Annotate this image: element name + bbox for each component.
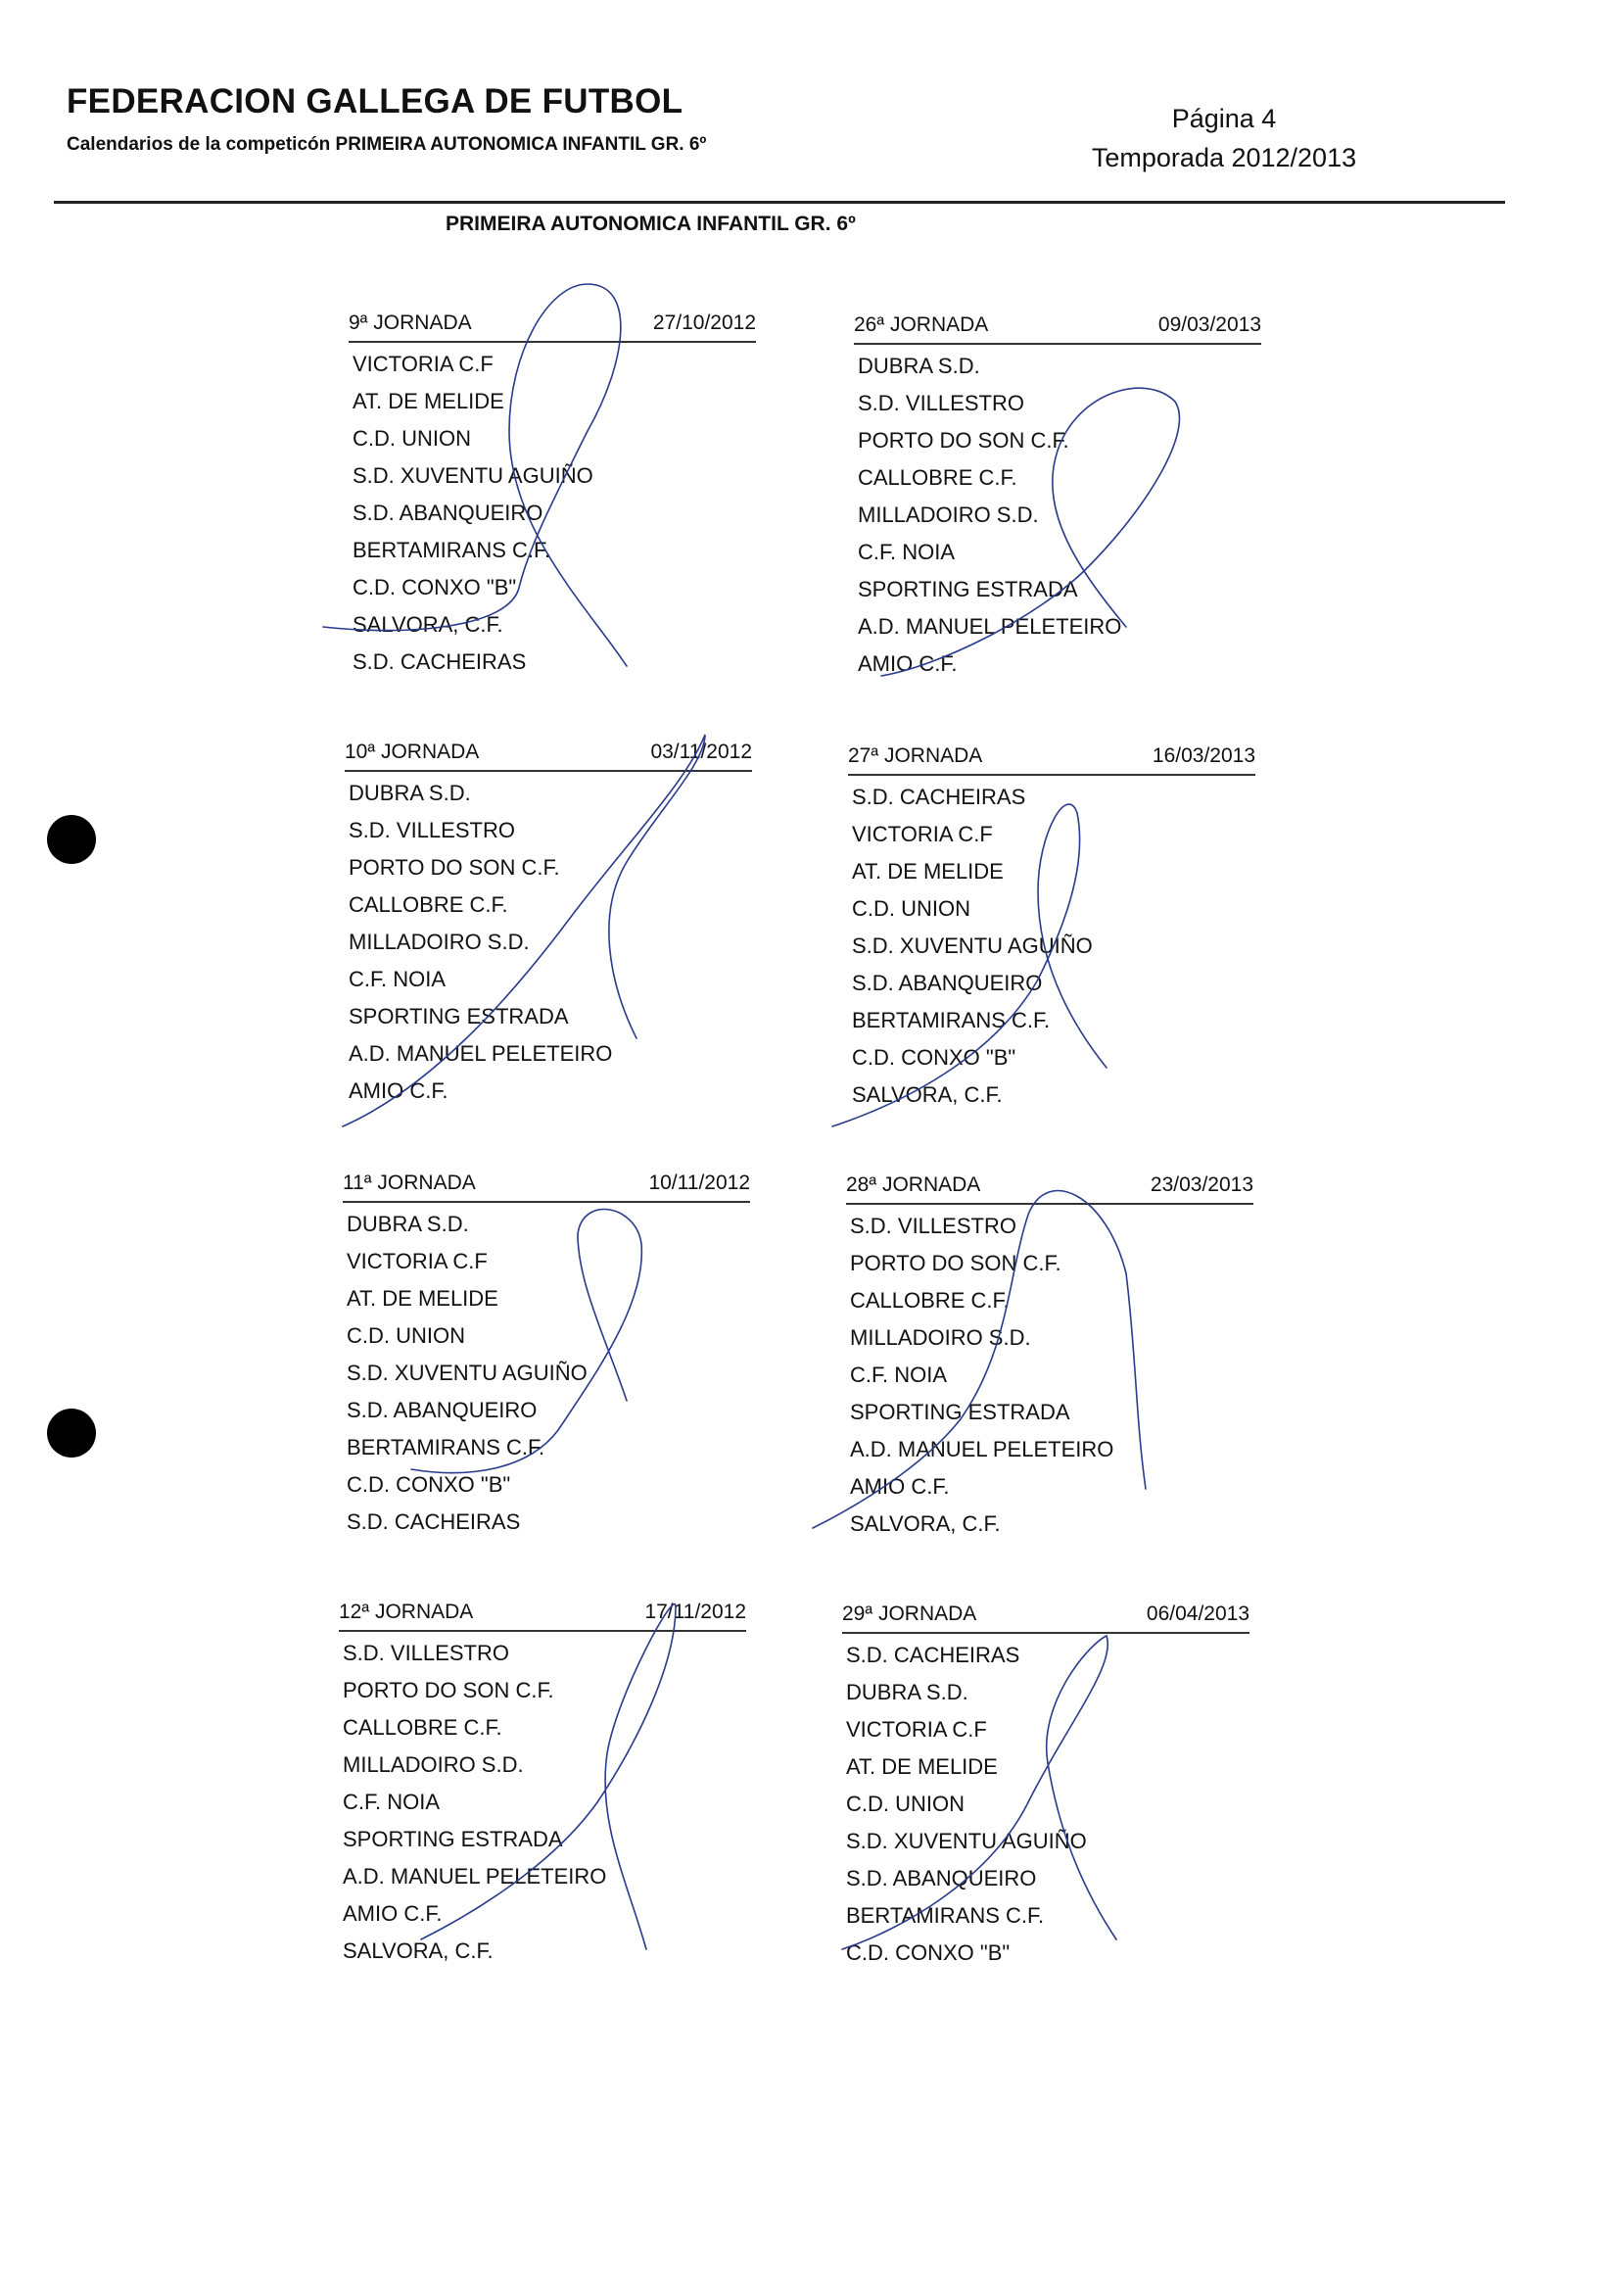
- team-item: C.D. CONXO "B": [353, 575, 517, 599]
- team-item: MILLADOIRO S.D.: [850, 1325, 1031, 1350]
- team-item: A.D. MANUEL PELETEIRO: [850, 1437, 1114, 1461]
- jornada-date: 17/11/2012: [644, 1601, 746, 1623]
- jornada-date: 06/04/2013: [1146, 1602, 1249, 1625]
- jornada-date: 23/03/2013: [1150, 1173, 1253, 1196]
- team-item: S.D. CACHEIRAS: [347, 1509, 521, 1534]
- punch-hole-top: [47, 815, 96, 864]
- team-item: SPORTING ESTRADA: [343, 1827, 563, 1851]
- team-item: A.D. MANUEL PELETEIRO: [343, 1864, 607, 1889]
- jornada-label: 29ª JORNADA: [842, 1602, 977, 1625]
- team-item: C.D. UNION: [353, 426, 471, 451]
- punch-hole-bottom: [47, 1409, 96, 1458]
- jornada-label: 26ª JORNADA: [854, 313, 989, 336]
- jornada-divider: [339, 1630, 746, 1632]
- team-item: CALLOBRE C.F.: [349, 892, 508, 917]
- team-item: S.D. XUVENTU AGUIÑO: [846, 1829, 1087, 1853]
- team-item: S.D. VILLESTRO: [850, 1214, 1016, 1238]
- team-item: S.D. CACHEIRAS: [846, 1643, 1020, 1667]
- team-item: AMIO C.F.: [850, 1474, 950, 1499]
- team-item: C.F. NOIA: [858, 540, 956, 564]
- competition-title: PRIMEIRA AUTONOMICA INFANTIL GR. 6º: [446, 213, 856, 235]
- jornada-divider: [842, 1632, 1249, 1634]
- team-list: [848, 774, 1255, 1114]
- jornada-divider: [343, 1201, 750, 1203]
- team-item: S.D. ABANQUEIRO: [347, 1398, 538, 1422]
- jornada-label: 28ª JORNADA: [846, 1173, 981, 1196]
- team-item: AT. DE MELIDE: [852, 859, 1004, 884]
- jornada-block: [343, 1172, 750, 1541]
- team-item: PORTO DO SON C.F.: [858, 428, 1069, 453]
- jornada-label: 11ª JORNADA: [343, 1172, 476, 1194]
- jornada-block: [345, 741, 752, 1110]
- jornada-block: [854, 313, 1261, 683]
- team-item: DUBRA S.D.: [846, 1680, 968, 1704]
- team-item: AT. DE MELIDE: [347, 1286, 498, 1311]
- jornada-block: [848, 744, 1255, 1114]
- team-list: [345, 770, 752, 1110]
- jornada-block: [339, 1601, 746, 1970]
- calendar-subtitle: Calendarios de la competicón PRIMEIRA AUTONOMICA INFANTIL GR. 6º: [67, 134, 707, 155]
- team-item: BERTAMIRANS C.F.: [347, 1435, 545, 1459]
- team-item: CALLOBRE C.F.: [850, 1288, 1010, 1313]
- team-item: AMIO C.F.: [343, 1901, 443, 1926]
- team-item: SALVORA, C.F.: [353, 612, 503, 637]
- jornada-divider: [345, 770, 752, 772]
- team-item: S.D. ABANQUEIRO: [353, 501, 543, 525]
- jornada-date: 10/11/2012: [648, 1172, 750, 1194]
- team-item: C.F. NOIA: [850, 1363, 948, 1387]
- team-item: S.D. VILLESTRO: [858, 391, 1024, 415]
- page-number: Página 4: [1171, 104, 1277, 133]
- team-list: [846, 1203, 1253, 1543]
- team-item: BERTAMIRANS C.F.: [846, 1903, 1045, 1928]
- team-item: C.F. NOIA: [343, 1790, 441, 1814]
- jornada-label: 27ª JORNADA: [848, 744, 983, 767]
- team-item: SPORTING ESTRADA: [850, 1400, 1070, 1424]
- team-item: C.D. UNION: [852, 896, 970, 921]
- team-item: DUBRA S.D.: [349, 781, 471, 805]
- team-item: S.D. ABANQUEIRO: [852, 971, 1043, 995]
- jornada-block: [842, 1602, 1249, 1972]
- jornada-label: 9ª JORNADA: [349, 311, 472, 334]
- jornada-label: 10ª JORNADA: [345, 741, 480, 763]
- team-item: AT. DE MELIDE: [353, 389, 504, 413]
- jornada-divider: [848, 774, 1255, 776]
- team-item: PORTO DO SON C.F.: [850, 1251, 1061, 1275]
- team-list: [343, 1201, 750, 1541]
- team-item: C.D. UNION: [846, 1792, 965, 1816]
- team-item: MILLADOIRO S.D.: [343, 1752, 524, 1777]
- federation-title: FEDERACION GALLEGA DE FUTBOL: [67, 82, 683, 120]
- team-item: SALVORA, C.F.: [850, 1511, 1001, 1536]
- team-list: [349, 341, 756, 681]
- team-item: A.D. MANUEL PELETEIRO: [349, 1041, 613, 1066]
- jornada-date: 27/10/2012: [652, 311, 756, 334]
- header-divider: [54, 201, 1505, 204]
- jornada-block: [846, 1173, 1253, 1543]
- team-item: MILLADOIRO S.D.: [858, 502, 1039, 527]
- jornada-block: [349, 311, 756, 681]
- team-item: DUBRA S.D.: [858, 354, 980, 378]
- team-item: PORTO DO SON C.F.: [343, 1678, 554, 1702]
- season-label: Temporada 2012/2013: [1091, 143, 1357, 172]
- team-item: C.F. NOIA: [349, 967, 447, 991]
- jornada-divider: [846, 1203, 1253, 1205]
- team-item: AMIO C.F.: [858, 651, 958, 676]
- team-item: S.D. XUVENTU AGUIÑO: [347, 1361, 588, 1385]
- team-list: [842, 1632, 1249, 1972]
- team-item: A.D. MANUEL PELETEIRO: [858, 614, 1122, 639]
- team-item: S.D. XUVENTU AGUIÑO: [353, 463, 593, 488]
- team-item: VICTORIA C.F: [852, 822, 993, 846]
- team-item: S.D. CACHEIRAS: [353, 649, 527, 674]
- team-item: SPORTING ESTRADA: [349, 1004, 569, 1028]
- team-item: CALLOBRE C.F.: [343, 1715, 502, 1740]
- team-item: VICTORIA C.F: [347, 1249, 488, 1273]
- team-item: S.D. VILLESTRO: [349, 818, 515, 842]
- team-item: VICTORIA C.F: [846, 1717, 987, 1742]
- jornada-divider: [349, 341, 756, 343]
- team-item: AMIO C.F.: [349, 1078, 448, 1103]
- jornada-date: 16/03/2013: [1152, 744, 1255, 767]
- team-item: C.D. CONXO "B": [852, 1045, 1016, 1070]
- team-item: CALLOBRE C.F.: [858, 465, 1017, 490]
- jornada-label: 12ª JORNADA: [339, 1601, 474, 1623]
- team-item: MILLADOIRO S.D.: [349, 930, 530, 954]
- team-item: S.D. VILLESTRO: [343, 1641, 509, 1665]
- jornada-date: 03/11/2012: [650, 741, 752, 763]
- team-item: S.D. CACHEIRAS: [852, 785, 1026, 809]
- team-item: SALVORA, C.F.: [343, 1938, 494, 1963]
- team-item: SPORTING ESTRADA: [858, 577, 1078, 601]
- team-item: SALVORA, C.F.: [852, 1082, 1003, 1107]
- jornada-divider: [854, 343, 1261, 345]
- team-item: C.D. UNION: [347, 1323, 465, 1348]
- team-item: C.D. CONXO "B": [846, 1940, 1011, 1965]
- team-item: BERTAMIRANS C.F.: [852, 1008, 1051, 1032]
- team-list: [854, 343, 1261, 683]
- team-item: BERTAMIRANS C.F.: [353, 538, 551, 562]
- team-item: C.D. CONXO "B": [347, 1472, 511, 1497]
- team-item: S.D. ABANQUEIRO: [846, 1866, 1037, 1890]
- team-item: AT. DE MELIDE: [846, 1754, 998, 1779]
- team-list: [339, 1630, 746, 1970]
- team-item: VICTORIA C.F: [353, 352, 494, 376]
- team-item: DUBRA S.D.: [347, 1212, 469, 1236]
- team-item: S.D. XUVENTU AGUIÑO: [852, 933, 1093, 958]
- team-item: PORTO DO SON C.F.: [349, 855, 560, 880]
- jornada-date: 09/03/2013: [1157, 313, 1261, 336]
